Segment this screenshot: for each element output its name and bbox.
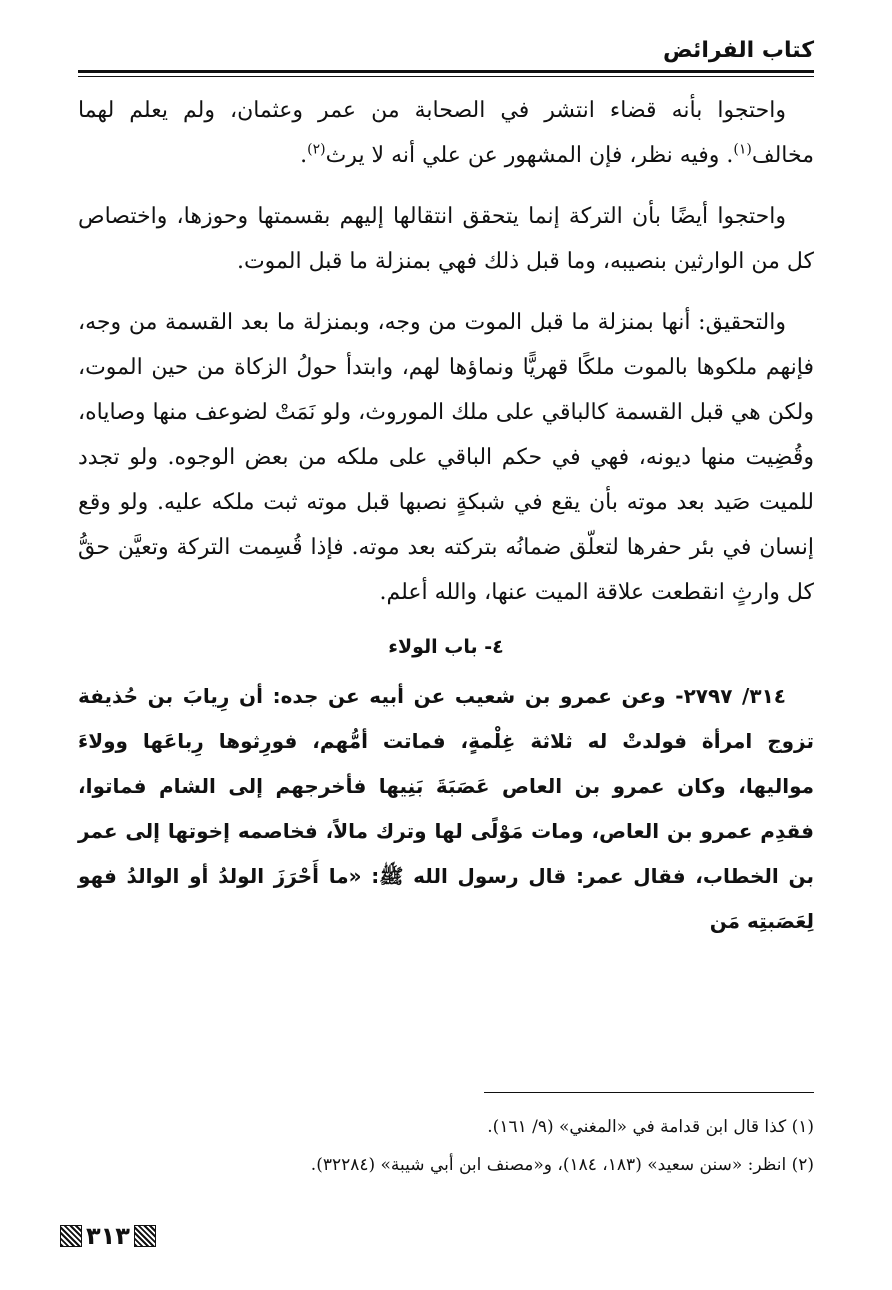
- paragraph-1: [78, 88, 814, 178]
- hadith-text: ٣١٤/ ٢٧٩٧- وعن عمرو بن شعيب عن أبيه عن جده: أن رِيابَ بن حُذيفة تزوج امرأة فولدتْ له ثلاثة غِلْمةٍ، فماتت أمُّهم، فورِثوها رِباعَها وولاءَ مواليها، وكان عمرو بن العاص عَصَبَةَ بَنِيها فأخرجهم إلى الشام فماتوا، فقدِم عمرو بن العاص، ومات مَوْلًى لها وترك مالاً، فخاصمه إخوتها إلى عمر بن الخطاب، فقال عمر: قال رسول الله ﷺ: «ما أَحْرَزَ الولدُ أو الوالدُ فهو لِعَصَبتِه مَن: [78, 684, 814, 933]
- footnote-ref-2: (٢): [307, 141, 326, 158]
- paragraph-1-text-b: . وفيه نظر، فإن المشهور عن علي أنه لا يرث: [325, 143, 734, 168]
- running-title: كتاب الفرائض: [663, 38, 814, 63]
- footnote-1: (١) كذا قال ابن قدامة في «المغني» (٩/ ١٦١).: [487, 1117, 814, 1137]
- paragraph-2: واحتجوا أيضًا بأن التركة إنما يتحقق انتقالها إليهم بقسمتها وحوزها، واختصاص كل من الوارثين بنصيبه، وما قبل ذلك فهي بمنزلة ما قبل الموت.: [78, 204, 814, 274]
- ornament-icon: [60, 1225, 82, 1247]
- header-rule-thin: [78, 76, 814, 77]
- header-rule-thick: [78, 70, 814, 73]
- ornament-icon: [134, 1225, 156, 1247]
- paragraph-1-text-a: واحتجوا بأنه قضاء انتشر في الصحابة من عمر وعثمان، ولم يعلم لهما مخالف: [78, 98, 814, 168]
- section-heading: ٤- باب الولاء: [388, 636, 504, 658]
- footnote-2: (٢) انظر: «سنن سعيد» (١٨٣، ١٨٤)، و«مصنف ابن أبي شيبة» (٣٢٢٨٤).: [310, 1155, 814, 1175]
- footnotes: [78, 1108, 814, 1184]
- footnote-ref-1: (١): [733, 141, 752, 158]
- paragraph-1-text-c: .: [300, 143, 308, 168]
- page-number: ٣١٣: [86, 1222, 130, 1250]
- paragraph-3: والتحقيق: أنها بمنزلة ما قبل الموت من وجه، وبمنزلة ما بعد القسمة من وجه، فإنهم ملكوها بالموت ملكًا قهريًّا ونماؤها لهم، وابتدأ حولُ الزكاة من حين الموت، ولكن هي قبل القسمة كالباقي على ملك الموروث، ولو نَمَتْ لضوعف منها وصاياه، وقُضِيت منها ديونه، فهي في حكم الباقي على ملكه من بعض الوجوه. ولو تجدد للميت صَيد بعد موته بأن يقع في شبكةٍ نصبها قبل موته ثبت ملكه عليه. ولو وقع إنسان في بئر حفرها لتعلّق ضمانُه بتركته بعد موته. فإذا قُسِمت التركة وتعيَّن حقُّ كل وارثٍ انقطعت علاقة الميت عنها، والله أعلم.: [78, 310, 814, 605]
- page-folio: [60, 1222, 156, 1250]
- footnote-rule: [484, 1092, 814, 1093]
- main-text: [78, 88, 814, 944]
